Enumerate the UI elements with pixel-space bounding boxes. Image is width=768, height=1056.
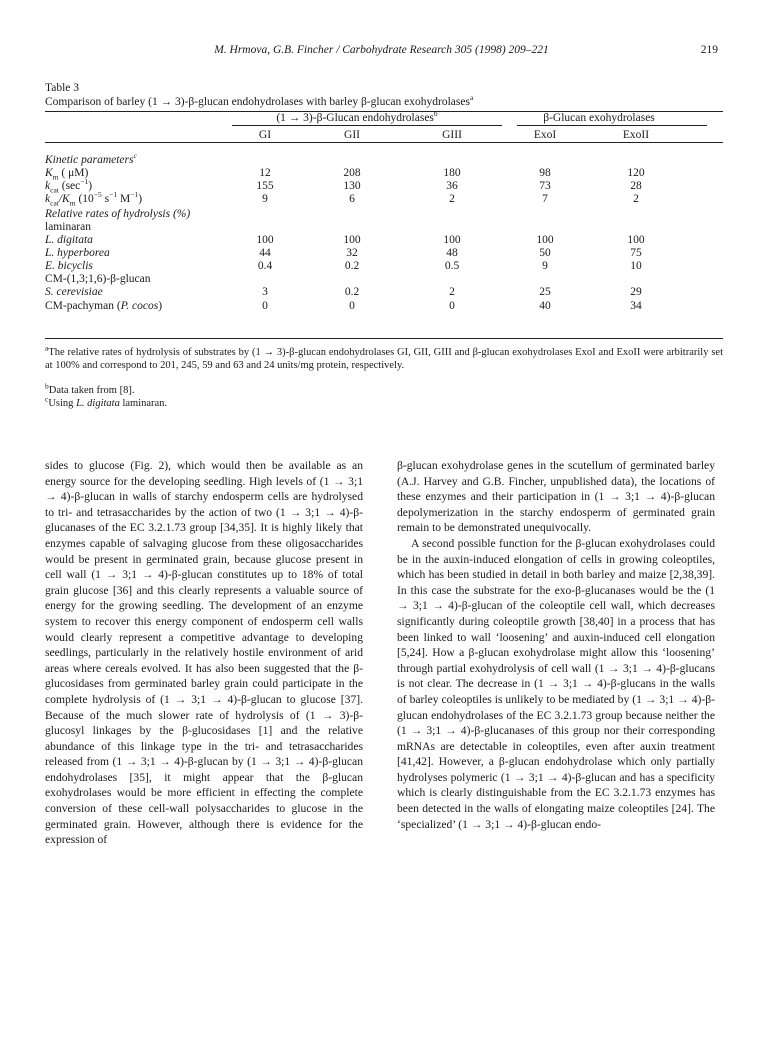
page-number: 219 bbox=[700, 44, 718, 56]
cell-e-bicyclis-exoi: 9 bbox=[542, 260, 548, 272]
table-bottom-rule bbox=[45, 338, 723, 339]
column-header-gii: GII bbox=[344, 129, 360, 141]
cell-ratio-exoi: 7 bbox=[542, 193, 548, 205]
cell-kcat-gi: 155 bbox=[256, 180, 274, 192]
column-header-exoi: ExoI bbox=[533, 129, 557, 141]
cell-l-hyperborea-exoi: 50 bbox=[539, 247, 551, 259]
cell-kcat-exoi: 73 bbox=[539, 180, 551, 192]
cell-kcat-giii: 36 bbox=[446, 180, 458, 192]
running-head bbox=[45, 44, 718, 60]
cell-cm-pachyman-giii: 0 bbox=[449, 300, 455, 312]
cell-l-digitata-gii: 100 bbox=[343, 234, 361, 246]
column-header-exoii: ExoII bbox=[622, 129, 650, 141]
cell-cm-pachyman-gi: 0 bbox=[262, 300, 268, 312]
cell-km-gii: 208 bbox=[343, 167, 361, 179]
row-label-cm-glucan: CM-(1,3;1,6)-β-glucan bbox=[45, 273, 151, 285]
cell-ratio-gii: 6 bbox=[349, 193, 355, 205]
table-label: Table 3 bbox=[45, 82, 80, 94]
cell-e-bicyclis-exoii: 10 bbox=[630, 260, 642, 272]
row-label-laminaran: laminaran bbox=[45, 221, 91, 233]
row-label-l-hyperborea: L. hyperborea bbox=[45, 247, 110, 259]
table-caption: Comparison of barley (1 → 3)-β-glucan endohydrolases with barley β-glucan exohydrolases$^a$ bbox=[45, 93, 474, 108]
cell-s-cerevisiae-giii: 2 bbox=[449, 286, 455, 298]
exo-group-rule bbox=[517, 125, 707, 126]
cell-e-bicyclis-gii: 0.2 bbox=[344, 260, 360, 272]
cell-km-giii: 180 bbox=[443, 167, 461, 179]
endo-group-rule bbox=[232, 125, 502, 126]
cell-l-hyperborea-giii: 48 bbox=[446, 247, 458, 259]
cell-l-hyperborea-exoii: 75 bbox=[630, 247, 642, 259]
cell-km-gi: 12 bbox=[259, 167, 271, 179]
column-header-gi: GI bbox=[258, 129, 272, 141]
cell-cm-pachyman-exoii: 34 bbox=[630, 300, 642, 312]
cell-ratio-giii: 2 bbox=[449, 193, 455, 205]
exo-group-header: β-Glucan exohydrolases bbox=[543, 112, 655, 124]
body-paragraph: A second possible function for the β-glucan exohydrolases could be in the auxin-induced elongation of cells in growing coleoptiles, which has been studied in detail in both barley and maize [2,38,39]. In this case the substrate for the exo-β-glucanases would be the (1 → 3;1 → 4)-β-glucan of the coleoptile cell wall, which decreases significantly during coleoptile growth [38,40] in a process that has been linked to wall ‘loosening’ and auxin-induced cell elongation [5,24]. How a β-glucan exohydrolase might allow this ‘loosening’ through partial exohydrolysis of cell wall (1 → 3;1 → 4)-β-glucans is not clear. The decrease in (1 → 3;1 → 4)-β-glucans in the walls of barley coleoptiles is unlikely to be mediated by (1 → 3;1 → 4)-β-glucan endohydrolases of the EC 3.2.1.73 group because neither the (1 → 3;1 → 4)-β-glucanases of this group nor their corresponding mRNAs are detectable in coleoptiles, even after auxin treatment [41,42]. However, a β-glucan endohydrolase which only partially hydrolyses polymeric (1 → 3;1 → 4)-β-glucan and has a specificity which is clearly distinguishable from the EC 3.2.1.73 enzymes has been detected in the walls of elongating maize coleoptiles [24]. The ‘specialized’ (1 → 3;1 → 4)-β-glucan endo- bbox=[397, 536, 715, 831]
body-paragraph: β-glucan exohydrolase genes in the scutellum of germinated barley (A.J. Harvey and G.B. Fincher, unpublished data), the locations of these enzymes and their participation in (1 → 3;1 → 4)-β-glucan depolymerization in the starchy endosperm of germinated grain remain to be demonstrated unequivocally. bbox=[397, 459, 715, 535]
row-label-l-digitata: L. digitata bbox=[45, 234, 93, 246]
column-header-rule bbox=[45, 142, 723, 143]
row-label-s-cerevisiae: S. cerevisiae bbox=[45, 286, 103, 298]
row-label-km: $K_m$ ( μM) bbox=[45, 167, 89, 182]
row-label-e-bicyclis: E. bicyclis bbox=[45, 260, 93, 272]
cell-kcat-gii: 130 bbox=[343, 180, 361, 192]
cell-l-digitata-exoi: 100 bbox=[536, 234, 554, 246]
cell-l-digitata-exoii: 100 bbox=[627, 234, 645, 246]
cell-l-hyperborea-gi: 44 bbox=[259, 247, 271, 259]
cell-s-cerevisiae-exoii: 29 bbox=[630, 286, 642, 298]
body-paragraph: sides to glucose (Fig. 2), which would then be available as an energy source for the developing seedling. High levels of (1 → 3;1 → 4)-β-glucan in walls of starchy endosperm cells are hydrolysed to tri- and tetrasaccharides by the action of two (1 → 3;1 → 4)-β-glucanases of the EC 3.2.1.73 group [34,35]. It is highly likely that enzymes capable of salvaging glucose from these oligosaccharides would be present in germinated grain, because glucose present in cell wall (1 → 3;1 → 4)-β-glucan constitutes up to 18% of total grain glucose [36] and this clearly represents a valuable source of energy for the growing seedling. The development of an enzyme system to recover this energy component of endosperm cell walls would clearly represent a competitive advantage to developing seedlings, particularly in the relatively hostile environment of arid areas where cereals evolved. It has also been suggested that the β-glucosidases from germinated barley grain could participate in the complete hydrolysis of (1 → 3;1 → 4)-β-glucan to glucose [37]. Because of the much slower rate of hydrolysis of (1 → 3)-β-glucosyl linkages by the β-glucosidases [1] and the relative abundance of this linkage type in the tri- and tetrasaccharides released from (1 → 3;1 → 4)-β-glucan by (1 → 3;1 → 4)-β-glucan endohydrolases [35], it might appear that the β-glucan exohydrolases would be more efficient in effecting the complete conversion of these cell-wall polysaccharides to glucose in the germinated grain. However, although there is evidence for the expression of bbox=[45, 459, 363, 847]
footnote-a: $^a$The relative rates of hydrolysis of substrates by (1 → 3)-β-glucan endohydrolases GI, GII, GIII and β-glucan exohydrolases ExoI and ExoII were arbitrarily set at 100% and correspond to 201, 245, 59 and 63 and 24 units/mg protein, respectively. bbox=[45, 343, 723, 371]
cell-km-exoii: 120 bbox=[627, 167, 645, 179]
section-relative-rates: Relative rates of hydrolysis (%) bbox=[45, 208, 191, 220]
row-label-kcat: $k_{cat}$ $(\sec^{-1})$ bbox=[45, 177, 93, 195]
endo-group-header: (1 → 3)-β-Glucan endohydrolases$^b$ bbox=[276, 109, 438, 124]
column-header-giii: GIII bbox=[442, 129, 462, 141]
section-kinetic-parameters: Kinetic parameters$^c$ bbox=[45, 151, 137, 166]
cell-s-cerevisiae-gii: 0.2 bbox=[344, 286, 360, 298]
footnote-c: $^c$Using L. digitata laminaran. bbox=[45, 394, 168, 409]
cell-ratio-exoii: 2 bbox=[633, 193, 639, 205]
body-column-left bbox=[45, 458, 363, 848]
journal-citation: M. Hrmova, G.B. Fincher / Carbohydrate Research 305 (1998) 209–221 bbox=[214, 44, 549, 56]
cell-l-hyperborea-gii: 32 bbox=[346, 247, 358, 259]
body-column-right bbox=[397, 458, 715, 832]
cell-cm-pachyman-exoi: 40 bbox=[539, 300, 551, 312]
row-label-cm-pachyman: CM-pachyman (P. cocos) bbox=[45, 300, 163, 312]
cell-l-digitata-giii: 100 bbox=[443, 234, 461, 246]
footnote-b: $^b$Data taken from [8]. bbox=[45, 381, 135, 396]
row-label-kcat-km: $k_{cat}/K_m$ ($10^{-5}$ $s^{-1}$ $M^{-1}$) bbox=[45, 190, 143, 208]
cell-s-cerevisiae-gi: 3 bbox=[262, 286, 268, 298]
cell-s-cerevisiae-exoi: 25 bbox=[539, 286, 551, 298]
cell-ratio-gi: 9 bbox=[262, 193, 268, 205]
cell-e-bicyclis-gi: 0.4 bbox=[257, 260, 273, 272]
cell-cm-pachyman-gii: 0 bbox=[349, 300, 355, 312]
cell-km-exoi: 98 bbox=[539, 167, 551, 179]
cell-e-bicyclis-giii: 0.5 bbox=[444, 260, 460, 272]
cell-kcat-exoii: 28 bbox=[630, 180, 642, 192]
cell-l-digitata-gi: 100 bbox=[256, 234, 274, 246]
